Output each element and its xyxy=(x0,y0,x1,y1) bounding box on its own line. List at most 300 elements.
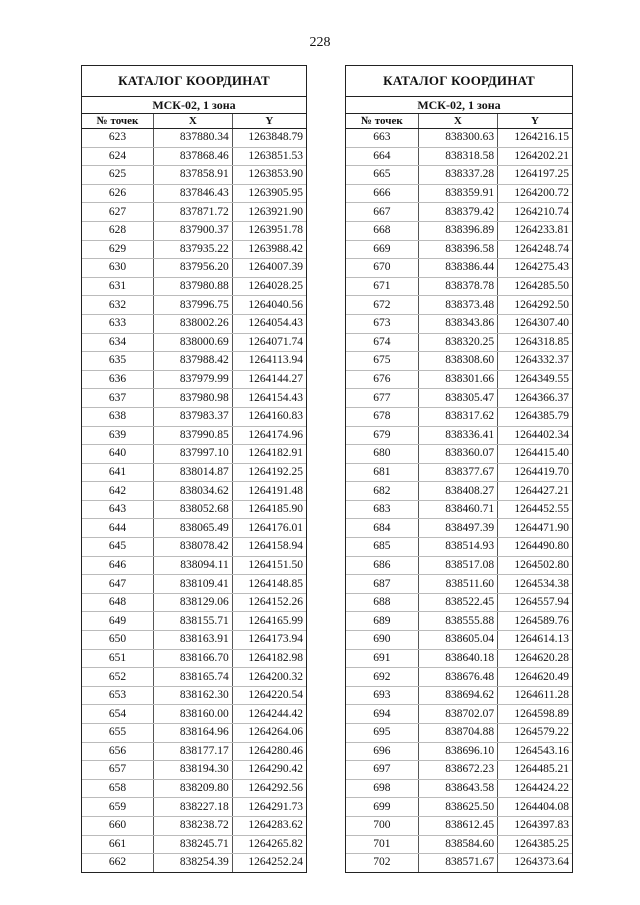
table-row xyxy=(82,668,306,687)
table-row xyxy=(82,835,306,854)
cell-y: 1264158.94 xyxy=(232,538,306,557)
cell-x: 838571.67 xyxy=(418,854,497,872)
cell-y: 1264165.99 xyxy=(232,612,306,631)
cell-y: 1264589.76 xyxy=(498,612,572,631)
cell-y: 1264620.28 xyxy=(498,649,572,668)
cell-y: 1263921.90 xyxy=(232,203,306,222)
table-row xyxy=(82,129,306,148)
table-body xyxy=(346,129,572,872)
table-row xyxy=(82,779,306,798)
cell-y: 1264502.80 xyxy=(498,556,572,575)
cell-y: 1264160.83 xyxy=(232,407,306,426)
cell-x: 838000.69 xyxy=(154,333,233,352)
catalog-zone: МСК-02, 1 зона xyxy=(346,97,572,114)
cell-x: 837979.99 xyxy=(154,370,233,389)
cell-x: 838460.71 xyxy=(418,500,497,519)
table-row xyxy=(82,370,306,389)
cell-point-number: 629 xyxy=(82,240,154,259)
cell-y: 1263851.53 xyxy=(232,147,306,166)
table-row xyxy=(82,705,306,724)
cell-y: 1264285.50 xyxy=(498,277,572,296)
cell-x: 838396.89 xyxy=(418,221,497,240)
cell-point-number: 672 xyxy=(346,296,418,315)
cell-x: 838702.07 xyxy=(418,705,497,724)
cell-x: 838160.00 xyxy=(154,705,233,724)
cell-x: 838584.60 xyxy=(418,835,497,854)
table-row xyxy=(346,426,572,445)
cell-x: 838238.72 xyxy=(154,816,233,835)
cell-y: 1264490.80 xyxy=(498,538,572,557)
cell-y: 1264252.24 xyxy=(232,854,306,872)
cell-point-number: 660 xyxy=(82,816,154,835)
table-row xyxy=(82,203,306,222)
cell-y: 1264419.70 xyxy=(498,463,572,482)
cell-point-number: 693 xyxy=(346,686,418,705)
table-row xyxy=(346,575,572,594)
cell-x: 838034.62 xyxy=(154,482,233,501)
cell-x: 838408.27 xyxy=(418,482,497,501)
cell-y: 1264191.48 xyxy=(232,482,306,501)
table-row xyxy=(82,184,306,203)
table-row xyxy=(82,221,306,240)
cell-point-number: 627 xyxy=(82,203,154,222)
cell-x: 838343.86 xyxy=(418,314,497,333)
cell-x: 838360.07 xyxy=(418,445,497,464)
cell-point-number: 688 xyxy=(346,593,418,612)
table-body xyxy=(82,129,306,872)
cell-x: 838317.62 xyxy=(418,407,497,426)
table-row xyxy=(82,761,306,780)
table-row xyxy=(346,798,572,817)
cell-point-number: 675 xyxy=(346,352,418,371)
cell-x: 838301.66 xyxy=(418,370,497,389)
cell-point-number: 633 xyxy=(82,314,154,333)
cell-x: 838514.93 xyxy=(418,538,497,557)
cell-x: 838227.18 xyxy=(154,798,233,817)
cell-y: 1264598.89 xyxy=(498,705,572,724)
cell-x: 838605.04 xyxy=(418,631,497,650)
cell-y: 1264264.06 xyxy=(232,724,306,743)
cell-x: 838497.39 xyxy=(418,519,497,538)
cell-y: 1264202.21 xyxy=(498,147,572,166)
cell-y: 1264307.40 xyxy=(498,314,572,333)
cell-point-number: 685 xyxy=(346,538,418,557)
cell-x: 837980.88 xyxy=(154,277,233,296)
cell-x: 838163.91 xyxy=(154,631,233,650)
cell-point-number: 638 xyxy=(82,407,154,426)
cell-y: 1264424.22 xyxy=(498,779,572,798)
cell-y: 1263848.79 xyxy=(232,129,306,148)
cell-point-number: 689 xyxy=(346,612,418,631)
table-row xyxy=(346,296,572,315)
table-row xyxy=(346,129,572,148)
table-row xyxy=(346,352,572,371)
cell-point-number: 659 xyxy=(82,798,154,817)
cell-y: 1264373.64 xyxy=(498,854,572,872)
column-header-x: X xyxy=(418,114,497,129)
cell-point-number: 653 xyxy=(82,686,154,705)
table-row xyxy=(346,686,572,705)
cell-point-number: 679 xyxy=(346,426,418,445)
cell-x: 838155.71 xyxy=(154,612,233,631)
cell-x: 837997.10 xyxy=(154,445,233,464)
cell-y: 1264174.96 xyxy=(232,426,306,445)
cell-x: 838359.91 xyxy=(418,184,497,203)
cell-point-number: 640 xyxy=(82,445,154,464)
cell-x: 838320.25 xyxy=(418,333,497,352)
cell-x: 838318.58 xyxy=(418,147,497,166)
table-row xyxy=(346,259,572,278)
cell-point-number: 698 xyxy=(346,779,418,798)
cell-point-number: 661 xyxy=(82,835,154,854)
cell-x: 838522.45 xyxy=(418,593,497,612)
cell-y: 1264200.72 xyxy=(498,184,572,203)
table-row xyxy=(346,779,572,798)
cell-x: 837880.34 xyxy=(154,129,233,148)
cell-x: 837980.98 xyxy=(154,389,233,408)
cell-x: 838672.23 xyxy=(418,761,497,780)
cell-x: 837900.37 xyxy=(154,221,233,240)
cell-point-number: 699 xyxy=(346,798,418,817)
cell-x: 837858.91 xyxy=(154,166,233,185)
cell-x: 838177.17 xyxy=(154,742,233,761)
cell-point-number: 692 xyxy=(346,668,418,687)
cell-y: 1264185.90 xyxy=(232,500,306,519)
cell-point-number: 687 xyxy=(346,575,418,594)
table-row xyxy=(82,742,306,761)
page-number: 228 xyxy=(309,35,331,50)
cell-y: 1264144.27 xyxy=(232,370,306,389)
cell-point-number: 656 xyxy=(82,742,154,761)
cell-y: 1264154.43 xyxy=(232,389,306,408)
cell-y: 1264216.15 xyxy=(498,129,572,148)
table-row xyxy=(346,203,572,222)
cell-y: 1264402.34 xyxy=(498,426,572,445)
table-row xyxy=(82,556,306,575)
cell-point-number: 694 xyxy=(346,705,418,724)
cell-y: 1264318.85 xyxy=(498,333,572,352)
table-row xyxy=(346,519,572,538)
cell-x: 838254.39 xyxy=(154,854,233,872)
cell-point-number: 649 xyxy=(82,612,154,631)
cell-point-number: 626 xyxy=(82,184,154,203)
table-row xyxy=(82,686,306,705)
cell-y: 1264071.74 xyxy=(232,333,306,352)
table-row xyxy=(346,166,572,185)
cell-x: 838379.42 xyxy=(418,203,497,222)
table-row xyxy=(346,724,572,743)
table-row xyxy=(82,352,306,371)
cell-y: 1264290.42 xyxy=(232,761,306,780)
cell-point-number: 680 xyxy=(346,445,418,464)
cell-point-number: 642 xyxy=(82,482,154,501)
cell-y: 1264292.50 xyxy=(498,296,572,315)
cell-point-number: 665 xyxy=(346,166,418,185)
cell-point-number: 691 xyxy=(346,649,418,668)
cell-x: 838109.41 xyxy=(154,575,233,594)
cell-x: 838300.63 xyxy=(418,129,497,148)
cell-x: 837935.22 xyxy=(154,240,233,259)
table-row xyxy=(346,389,572,408)
cell-x: 838643.58 xyxy=(418,779,497,798)
cell-x: 837988.42 xyxy=(154,352,233,371)
coordinate-catalog-right xyxy=(345,65,573,873)
cell-y: 1264579.22 xyxy=(498,724,572,743)
table-row xyxy=(82,631,306,650)
cell-y: 1264349.55 xyxy=(498,370,572,389)
cell-x: 838094.11 xyxy=(154,556,233,575)
cell-x: 838164.96 xyxy=(154,724,233,743)
cell-y: 1264275.43 xyxy=(498,259,572,278)
table-row xyxy=(346,463,572,482)
cell-point-number: 654 xyxy=(82,705,154,724)
table-row xyxy=(82,816,306,835)
cell-y: 1264197.25 xyxy=(498,166,572,185)
cell-y: 1264182.98 xyxy=(232,649,306,668)
catalog-title: КАТАЛОГ КООРДИНАТ xyxy=(346,66,572,97)
cell-x: 838555.88 xyxy=(418,612,497,631)
column-header-point-number: № точек xyxy=(82,114,154,129)
cell-point-number: 673 xyxy=(346,314,418,333)
cell-point-number: 702 xyxy=(373,856,391,869)
table-row xyxy=(346,612,572,631)
table-row xyxy=(82,854,306,872)
cell-point-number: 666 xyxy=(346,184,418,203)
cell-y: 1264332.37 xyxy=(498,352,572,371)
cell-point-number: 682 xyxy=(346,482,418,501)
table-row xyxy=(82,500,306,519)
cell-point-number: 658 xyxy=(82,779,154,798)
cell-point-number: 668 xyxy=(346,221,418,240)
column-header-point-number: № точек xyxy=(346,114,418,129)
cell-x: 838373.48 xyxy=(418,296,497,315)
cell-y: 1264366.37 xyxy=(498,389,572,408)
cell-y: 1264385.25 xyxy=(498,835,572,854)
cell-y: 1264557.94 xyxy=(498,593,572,612)
cell-y: 1264485.21 xyxy=(498,761,572,780)
cell-x: 838640.18 xyxy=(418,649,497,668)
table-row xyxy=(82,538,306,557)
cell-y: 1264054.43 xyxy=(232,314,306,333)
table-header-row xyxy=(82,114,306,129)
catalog-title: КАТАЛОГ КООРДИНАТ xyxy=(82,66,306,97)
cell-point-number: 647 xyxy=(82,575,154,594)
cell-y: 1264113.94 xyxy=(232,352,306,371)
table-row xyxy=(82,296,306,315)
cell-point-number: 634 xyxy=(82,333,154,352)
cell-point-number: 696 xyxy=(346,742,418,761)
cell-y: 1264415.40 xyxy=(498,445,572,464)
cell-x: 837990.85 xyxy=(154,426,233,445)
cell-y: 1264148.85 xyxy=(232,575,306,594)
cell-point-number: 623 xyxy=(82,129,154,148)
cell-x: 838696.10 xyxy=(418,742,497,761)
cell-y: 1264200.32 xyxy=(232,668,306,687)
cell-point-number: 667 xyxy=(346,203,418,222)
cell-point-number: 664 xyxy=(346,147,418,166)
cell-point-number: 677 xyxy=(346,389,418,408)
coordinate-table xyxy=(346,114,572,872)
cell-point-number: 628 xyxy=(82,221,154,240)
cell-point-number: 650 xyxy=(82,631,154,650)
cell-point-number: 671 xyxy=(346,277,418,296)
cell-point-number: 669 xyxy=(346,240,418,259)
cell-y: 1264233.81 xyxy=(498,221,572,240)
table-row xyxy=(82,575,306,594)
table-row xyxy=(82,333,306,352)
cell-point-number: 635 xyxy=(82,352,154,371)
cell-x: 837983.37 xyxy=(154,407,233,426)
cell-y: 1264471.90 xyxy=(498,519,572,538)
cell-y: 1264248.74 xyxy=(498,240,572,259)
cell-point-number: 651 xyxy=(82,649,154,668)
table-row xyxy=(82,463,306,482)
cell-y: 1264614.13 xyxy=(498,631,572,650)
cell-y: 1264543.16 xyxy=(498,742,572,761)
cell-point-number: 625 xyxy=(82,166,154,185)
cell-point-number: 636 xyxy=(82,370,154,389)
table-row xyxy=(346,482,572,501)
cell-point-number: 684 xyxy=(346,519,418,538)
cell-point-number: 663 xyxy=(346,129,418,148)
cell-point-number: 648 xyxy=(82,593,154,612)
catalog-zone: МСК-02, 1 зона xyxy=(82,97,306,114)
cell-x: 838308.60 xyxy=(418,352,497,371)
cell-x: 838378.78 xyxy=(418,277,497,296)
cell-y: 1264244.42 xyxy=(232,705,306,724)
table-row xyxy=(82,519,306,538)
column-header-y: Y xyxy=(232,114,306,129)
cell-y: 1264404.08 xyxy=(498,798,572,817)
table-row xyxy=(346,593,572,612)
cell-y: 1264397.83 xyxy=(498,816,572,835)
cell-y: 1264452.55 xyxy=(498,500,572,519)
table-row xyxy=(346,314,572,333)
table-row xyxy=(82,259,306,278)
cell-y: 1264620.49 xyxy=(498,668,572,687)
cell-point-number: 646 xyxy=(82,556,154,575)
cell-point-number: 631 xyxy=(82,277,154,296)
cell-point-number: 645 xyxy=(82,538,154,557)
cell-point-number: 701 xyxy=(346,835,418,854)
cell-point-number: 695 xyxy=(346,724,418,743)
table-row xyxy=(82,240,306,259)
cell-y: 1264291.73 xyxy=(232,798,306,817)
cell-x: 838165.74 xyxy=(154,668,233,687)
cell-y: 1264007.39 xyxy=(232,259,306,278)
cell-x: 838305.47 xyxy=(418,389,497,408)
cell-y: 1264385.79 xyxy=(498,407,572,426)
table-row xyxy=(346,240,572,259)
column-header-y: Y xyxy=(498,114,572,129)
cell-x: 838625.50 xyxy=(418,798,497,817)
cell-y: 1264173.94 xyxy=(232,631,306,650)
cell-y: 1264192.25 xyxy=(232,463,306,482)
cell-y: 1264283.62 xyxy=(232,816,306,835)
cell-x: 838209.80 xyxy=(154,779,233,798)
table-row xyxy=(346,370,572,389)
cell-x: 838511.60 xyxy=(418,575,497,594)
cell-y: 1263951.78 xyxy=(232,221,306,240)
table-row xyxy=(346,705,572,724)
table-row xyxy=(82,147,306,166)
cell-point-number: 683 xyxy=(346,500,418,519)
cell-x: 838517.08 xyxy=(418,556,497,575)
table-row xyxy=(346,221,572,240)
cell-y: 1264176.01 xyxy=(232,519,306,538)
cell-x: 838078.42 xyxy=(154,538,233,557)
cell-x: 838014.87 xyxy=(154,463,233,482)
cell-x: 838002.26 xyxy=(154,314,233,333)
cell-point-number: 697 xyxy=(346,761,418,780)
cell-x: 838337.28 xyxy=(418,166,497,185)
table-row xyxy=(346,538,572,557)
table-row xyxy=(346,556,572,575)
table-row xyxy=(82,612,306,631)
table-row xyxy=(82,407,306,426)
table-row xyxy=(346,835,572,854)
cell-point-number: 662 xyxy=(108,856,127,869)
table-row xyxy=(82,649,306,668)
cell-y: 1264040.56 xyxy=(232,296,306,315)
table-row xyxy=(82,798,306,817)
cell-y: 1263905.95 xyxy=(232,184,306,203)
table-row xyxy=(82,724,306,743)
table-row xyxy=(82,389,306,408)
cell-y: 1264028.25 xyxy=(232,277,306,296)
cell-x: 838194.30 xyxy=(154,761,233,780)
cell-point-number: 652 xyxy=(82,668,154,687)
cell-point-number: 674 xyxy=(346,333,418,352)
cell-x: 837996.75 xyxy=(154,296,233,315)
cell-x: 838166.70 xyxy=(154,649,233,668)
cell-y: 1264152.26 xyxy=(232,593,306,612)
cell-x: 838245.71 xyxy=(154,835,233,854)
cell-x: 838129.06 xyxy=(154,593,233,612)
table-row xyxy=(82,277,306,296)
table-row xyxy=(346,816,572,835)
cell-point-number: 686 xyxy=(346,556,418,575)
cell-x: 838386.44 xyxy=(418,259,497,278)
cell-point-number: 643 xyxy=(82,500,154,519)
cell-x: 838065.49 xyxy=(154,519,233,538)
table-row xyxy=(346,333,572,352)
cell-point-number: 678 xyxy=(346,407,418,426)
cell-y: 1264220.54 xyxy=(232,686,306,705)
cell-x: 838162.30 xyxy=(154,686,233,705)
cell-point-number: 676 xyxy=(346,370,418,389)
cell-y: 1264427.21 xyxy=(498,482,572,501)
column-header-x: X xyxy=(154,114,233,129)
cell-point-number: 657 xyxy=(82,761,154,780)
cell-x: 838704.88 xyxy=(418,724,497,743)
cell-point-number: 632 xyxy=(82,296,154,315)
table-row xyxy=(346,668,572,687)
cell-point-number: 690 xyxy=(346,631,418,650)
table-row xyxy=(82,593,306,612)
cell-y: 1264182.91 xyxy=(232,445,306,464)
cell-y: 1264280.46 xyxy=(232,742,306,761)
cell-x: 837868.46 xyxy=(154,147,233,166)
cell-y: 1264151.50 xyxy=(232,556,306,575)
table-row xyxy=(346,445,572,464)
cell-point-number: 637 xyxy=(82,389,154,408)
table-row xyxy=(346,742,572,761)
table-row xyxy=(82,426,306,445)
cell-x: 838694.62 xyxy=(418,686,497,705)
coordinate-catalog-left xyxy=(81,65,307,873)
cell-point-number: 639 xyxy=(82,426,154,445)
